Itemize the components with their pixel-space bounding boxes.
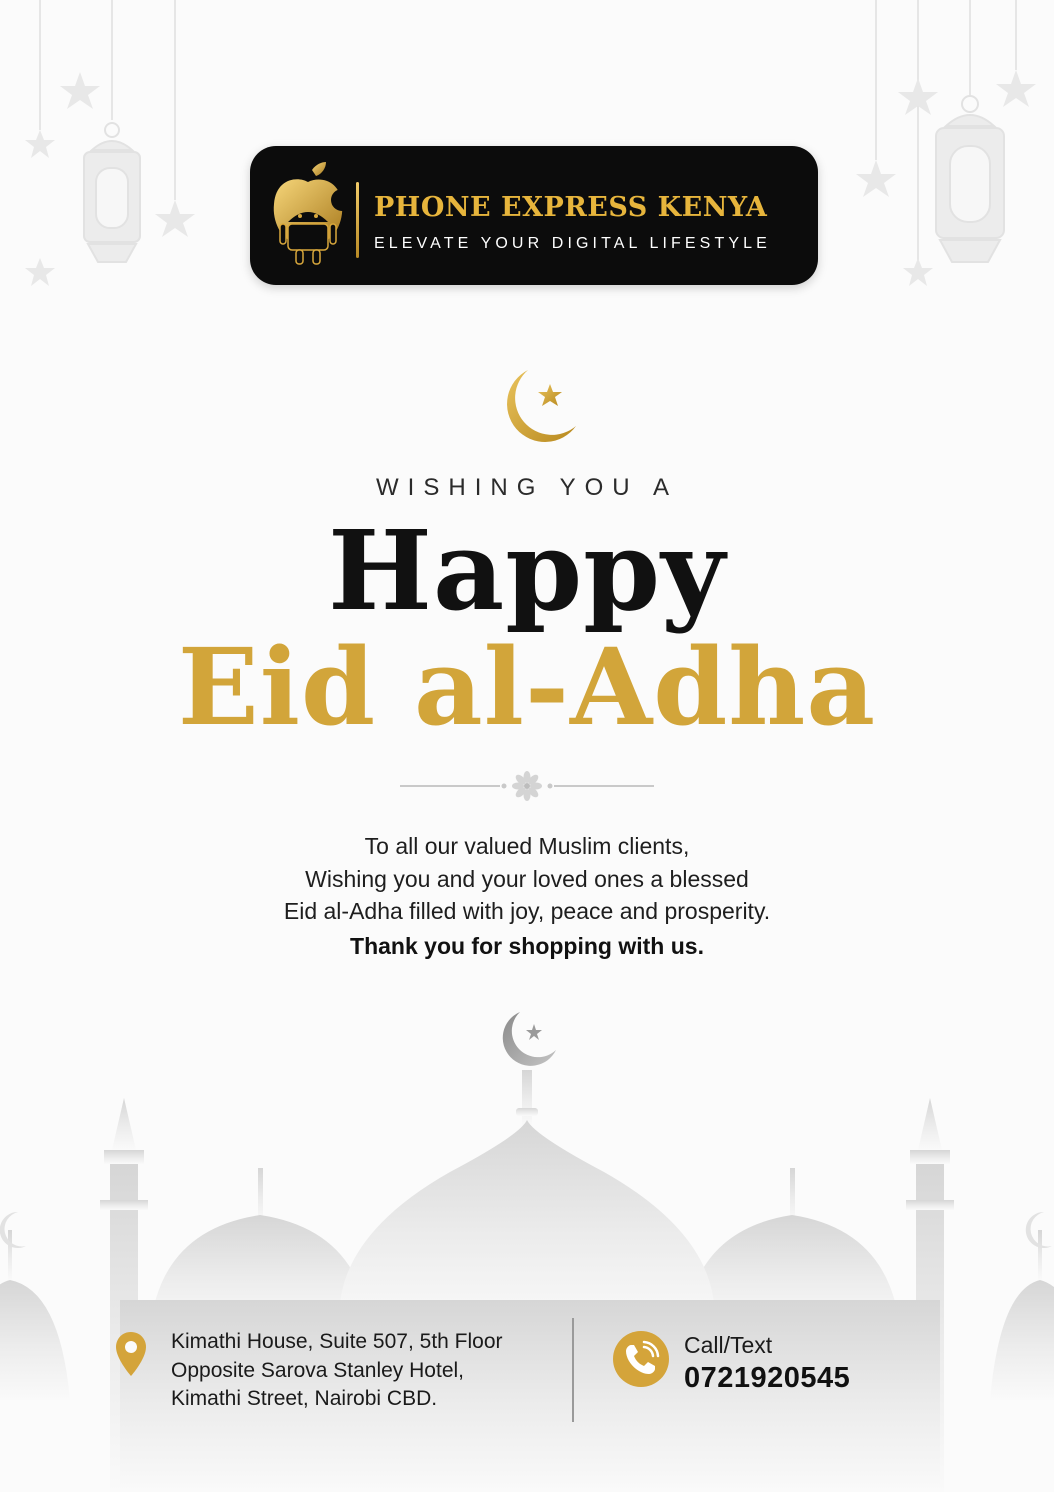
address-block	[171, 1328, 503, 1414]
thank-you-line: Thank you for shopping with us.	[350, 932, 704, 959]
mosque-silhouette	[0, 1000, 1054, 1492]
greeting-intro: WISHING YOU A	[376, 474, 678, 501]
message-line: Wishing you and your loved ones a blessed	[305, 865, 749, 892]
phone-number[interactable]: 0721920545	[684, 1362, 851, 1394]
address-line: Kimathi House, Suite 507, 5th Floor	[171, 1330, 503, 1353]
phone-call-icon	[612, 1330, 670, 1388]
apple-android-logo-icon	[268, 160, 348, 272]
address-line: Kimathi Street, Nairobi CBD.	[171, 1387, 438, 1410]
lantern-left-icon	[84, 123, 140, 262]
call-label: Call/Text	[684, 1332, 773, 1358]
greeting-occasion: Eid al-Adha	[177, 624, 877, 749]
brand-name: PHONE EXPRESS KENYA	[374, 192, 768, 223]
greeting-happy: Happy	[328, 506, 726, 635]
brand-tagline: ELEVATE YOUR DIGITAL LIFESTYLE	[374, 235, 771, 252]
footer-divider	[572, 1318, 574, 1422]
lantern-right-icon	[936, 96, 1004, 262]
message-line: Eid al-Adha filled with joy, peace and prosperity.	[283, 898, 771, 924]
logo-banner	[250, 146, 818, 285]
greeting-message	[0, 830, 1054, 962]
message-line: To all our valued Muslim clients,	[364, 833, 690, 859]
location-pin-icon	[114, 1330, 148, 1378]
address-line: Opposite Sarova Stanley Hotel,	[171, 1358, 464, 1382]
logo-divider	[356, 182, 359, 258]
ornament-divider	[396, 768, 658, 804]
crescent-star-icon	[496, 364, 582, 446]
